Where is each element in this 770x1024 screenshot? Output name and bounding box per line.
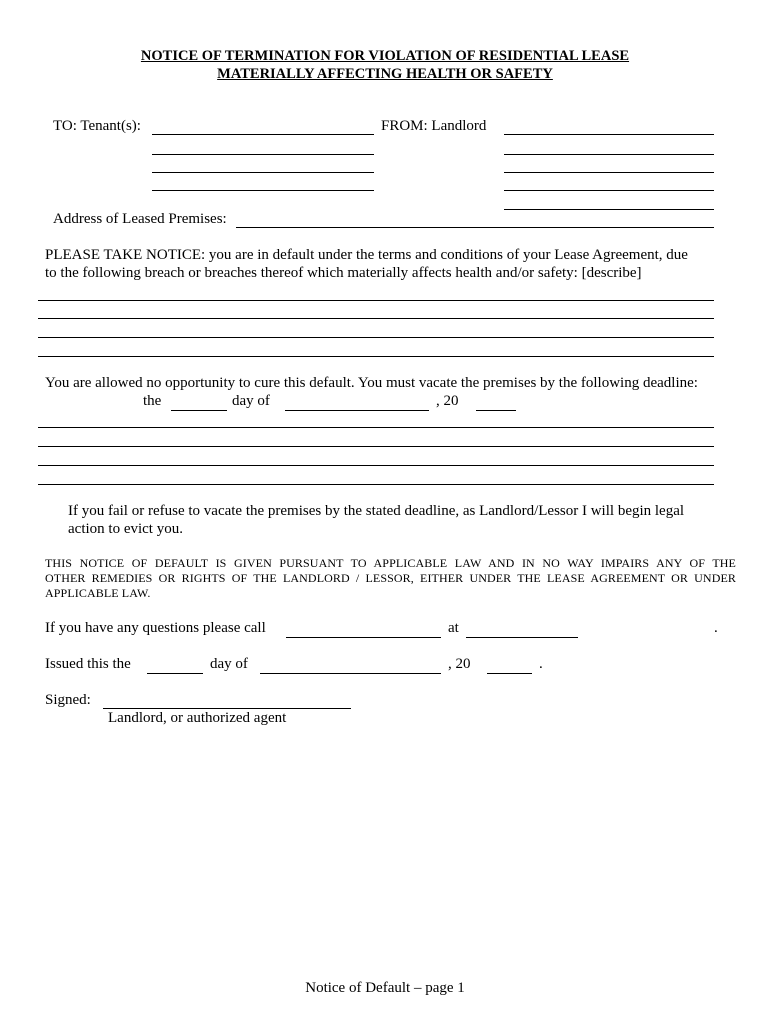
- breach-description-line-2[interactable]: [38, 318, 714, 319]
- deadline-year-prefix: , 20: [436, 393, 459, 409]
- signed-label: Signed:: [45, 692, 91, 708]
- landlord-name-field-5[interactable]: [504, 209, 714, 210]
- eviction-warning-line-1: If you fail or refuse to vacate the premises by the stated deadline, as Landlord/Lessor I will begin legal: [68, 503, 685, 519]
- issued-label: Issued this the: [45, 656, 131, 672]
- deadline-month-field[interactable]: [285, 410, 429, 411]
- contact-phone-field[interactable]: [466, 637, 578, 638]
- address-field[interactable]: [236, 227, 714, 228]
- address-label: Address of Leased Premises:: [53, 211, 227, 227]
- breach-description-line-3[interactable]: [38, 337, 714, 338]
- landlord-name-field-2[interactable]: [504, 154, 714, 155]
- notice-text-line-2: to the following breach or breaches thereof which materially affects health and/or safety: [describe]: [45, 265, 642, 281]
- tenant-name-field-3[interactable]: [152, 172, 374, 173]
- deadline-the-label: the: [143, 393, 162, 409]
- signature-field[interactable]: [103, 708, 351, 709]
- eviction-warning-line-2: action to evict you.: [68, 521, 183, 537]
- contact-name-field[interactable]: [286, 637, 441, 638]
- document-title-line-1: NOTICE OF TERMINATION FOR VIOLATION OF RESIDENTIAL LEASE: [140, 48, 630, 64]
- legal-notice-line-3: APPLICABLE LAW.: [45, 586, 151, 600]
- landlord-name-field-3[interactable]: [504, 172, 714, 173]
- legal-notice-line-2: OTHER REMEDIES OR RIGHTS OF THE LANDLORD / LESSOR, EITHER UNDER THE LEASE AGREEMENT OR UNDER: [45, 571, 736, 585]
- document-title-line-2: MATERIALLY AFFECTING HEALTH OR SAFETY: [217, 66, 553, 82]
- deadline-day-field[interactable]: [171, 410, 227, 411]
- tenant-name-field-4[interactable]: [152, 190, 374, 191]
- page-footer: Notice of Default – page 1: [305, 980, 465, 996]
- issued-year-prefix: , 20: [448, 656, 471, 672]
- signature-caption: Landlord, or authorized agent: [108, 710, 287, 726]
- issued-day-of-label: day of: [210, 656, 248, 672]
- questions-period: .: [714, 620, 718, 636]
- tenant-name-field-2[interactable]: [152, 154, 374, 155]
- deadline-text: You are allowed no opportunity to cure this default. You must vacate the premises by the following deadline:: [45, 375, 698, 391]
- tenant-name-field-1[interactable]: [152, 134, 374, 135]
- questions-label: If you have any questions please call: [45, 620, 266, 636]
- from-landlord-label: FROM: Landlord: [381, 118, 487, 134]
- legal-notice-line-1: THIS NOTICE OF DEFAULT IS GIVEN PURSUANT TO APPLICABLE LAW AND IN NO WAY IMPAIRS ANY OF THE: [45, 556, 736, 570]
- questions-at-label: at: [448, 620, 459, 636]
- issued-month-field[interactable]: [260, 673, 441, 674]
- deadline-day-of-label: day of: [232, 393, 270, 409]
- issued-day-field[interactable]: [147, 673, 203, 674]
- additional-notes-line-3[interactable]: [38, 465, 714, 466]
- breach-description-line-1[interactable]: [38, 300, 714, 301]
- additional-notes-line-1[interactable]: [38, 427, 714, 428]
- landlord-name-field-4[interactable]: [504, 190, 714, 191]
- additional-notes-line-4[interactable]: [38, 484, 714, 485]
- issued-period: .: [539, 656, 543, 672]
- deadline-year-field[interactable]: [476, 410, 516, 411]
- to-tenant-label: TO: Tenant(s):: [53, 118, 141, 134]
- notice-text-line-1: PLEASE TAKE NOTICE: you are in default under the terms and conditions of your Lease Agreement, due: [45, 247, 688, 263]
- landlord-name-field-1[interactable]: [504, 134, 714, 135]
- issued-year-field[interactable]: [487, 673, 532, 674]
- breach-description-line-4[interactable]: [38, 356, 714, 357]
- additional-notes-line-2[interactable]: [38, 446, 714, 447]
